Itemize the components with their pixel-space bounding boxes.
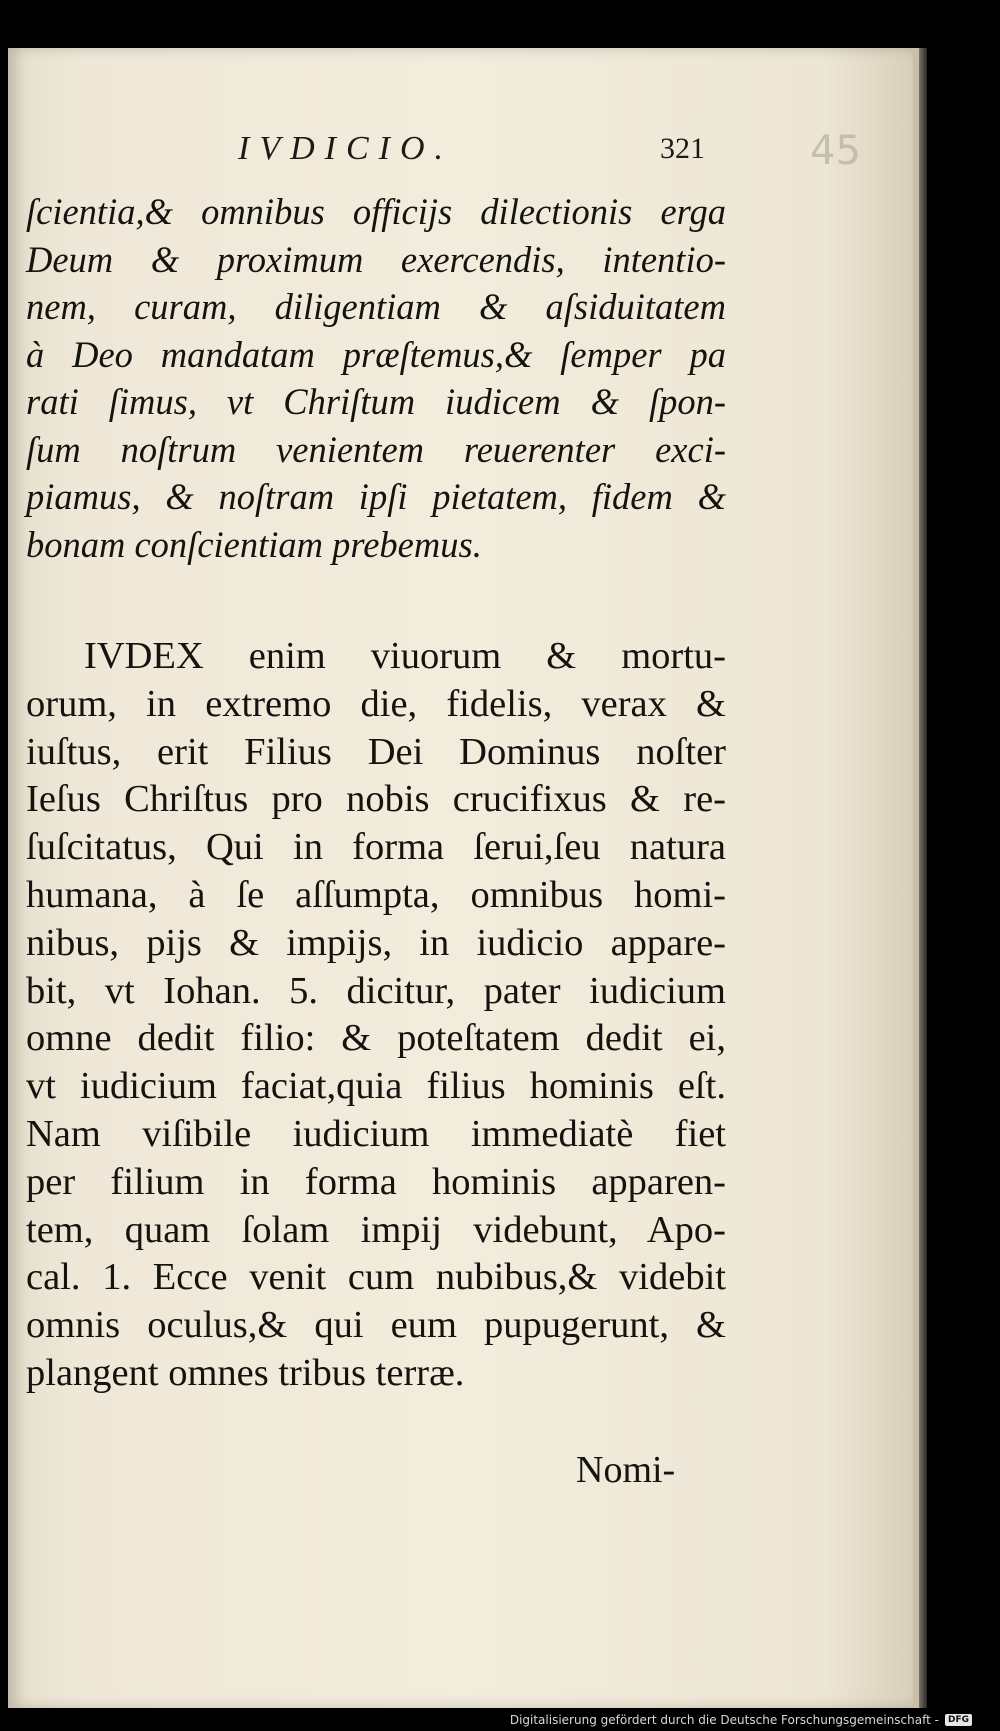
text-line: à Deo mandatam præſtemus,& ſemper pa bbox=[26, 333, 726, 375]
roman-paragraph bbox=[26, 633, 726, 1398]
footer-credit: Digitalisierung gefördert durch die Deutsche Forschungsgemeinschaft - bbox=[509, 1713, 939, 1727]
text-line: bit, vt Iohan. 5. dicitur, pater iudicium bbox=[26, 969, 726, 1012]
text-line: bonam conſcientiam prebemus. bbox=[26, 523, 482, 565]
text-line: ſcientia,& omnibus officijs dilectionis erga bbox=[26, 191, 726, 232]
text-line: omne dedit filio: & poteſtatem dedit ei, bbox=[26, 1017, 726, 1060]
text-line: per filium in forma hominis apparen- bbox=[26, 1160, 726, 1203]
text-line: omnis oculus,& qui eum pupugerunt, & bbox=[26, 1304, 726, 1347]
italic-paragraph bbox=[26, 188, 726, 568]
text-line: humana, à ſe aſſumpta, omnibus homi- bbox=[26, 873, 726, 916]
digitization-footer bbox=[510, 1709, 972, 1731]
text-line: rati ſimus, vt Chriſtum iudicem & ſpon- bbox=[26, 381, 726, 422]
page-number: 321 bbox=[660, 132, 705, 165]
text-line: nem, curam, diligentiam & aſsiduitatem bbox=[26, 286, 726, 327]
text-line: tem, quam ſolam impij videbunt, Apo- bbox=[26, 1208, 726, 1251]
pencil-shelfmark: 45 bbox=[810, 128, 861, 174]
text-line: IVDEX enim viuorum & mortu- bbox=[84, 635, 726, 677]
text-line: cal. 1. Ecce venit cum nubibus,& videbit bbox=[26, 1256, 726, 1299]
text-line: Nam viſibile iudicium immediatè fiet bbox=[26, 1112, 726, 1155]
running-head: IVDICIO. bbox=[238, 130, 454, 167]
book-page bbox=[8, 48, 919, 1708]
text-line: piamus, & noſtram ipſi pietatem, fidem & bbox=[26, 476, 726, 517]
catchword: Nomi- bbox=[576, 1449, 676, 1491]
text-line: ſuſcitatus, Qui in forma ſerui,ſeu natura bbox=[26, 826, 726, 869]
text-line: nibus, pijs & impijs, in iudicio appare- bbox=[26, 921, 726, 964]
text-line: vt iudicium faciat,quia filius hominis eſt. bbox=[26, 1065, 726, 1108]
text-line: plangent omnes tribus terræ. bbox=[26, 1351, 465, 1394]
text-line: Ieſus Chriſtus pro nobis crucifixus & re- bbox=[26, 778, 726, 821]
text-line: orum, in extremo die, fidelis, verax & bbox=[26, 682, 726, 725]
text-line: Deum & proximum exercendis, intentio- bbox=[26, 238, 726, 280]
text-line: ſum noſtrum venientem reuerenter exci- bbox=[26, 428, 726, 470]
dfg-logo-icon: DFG bbox=[945, 1714, 972, 1726]
text-line: iuſtus, erit Filius Dei Dominus noſter bbox=[26, 730, 726, 773]
